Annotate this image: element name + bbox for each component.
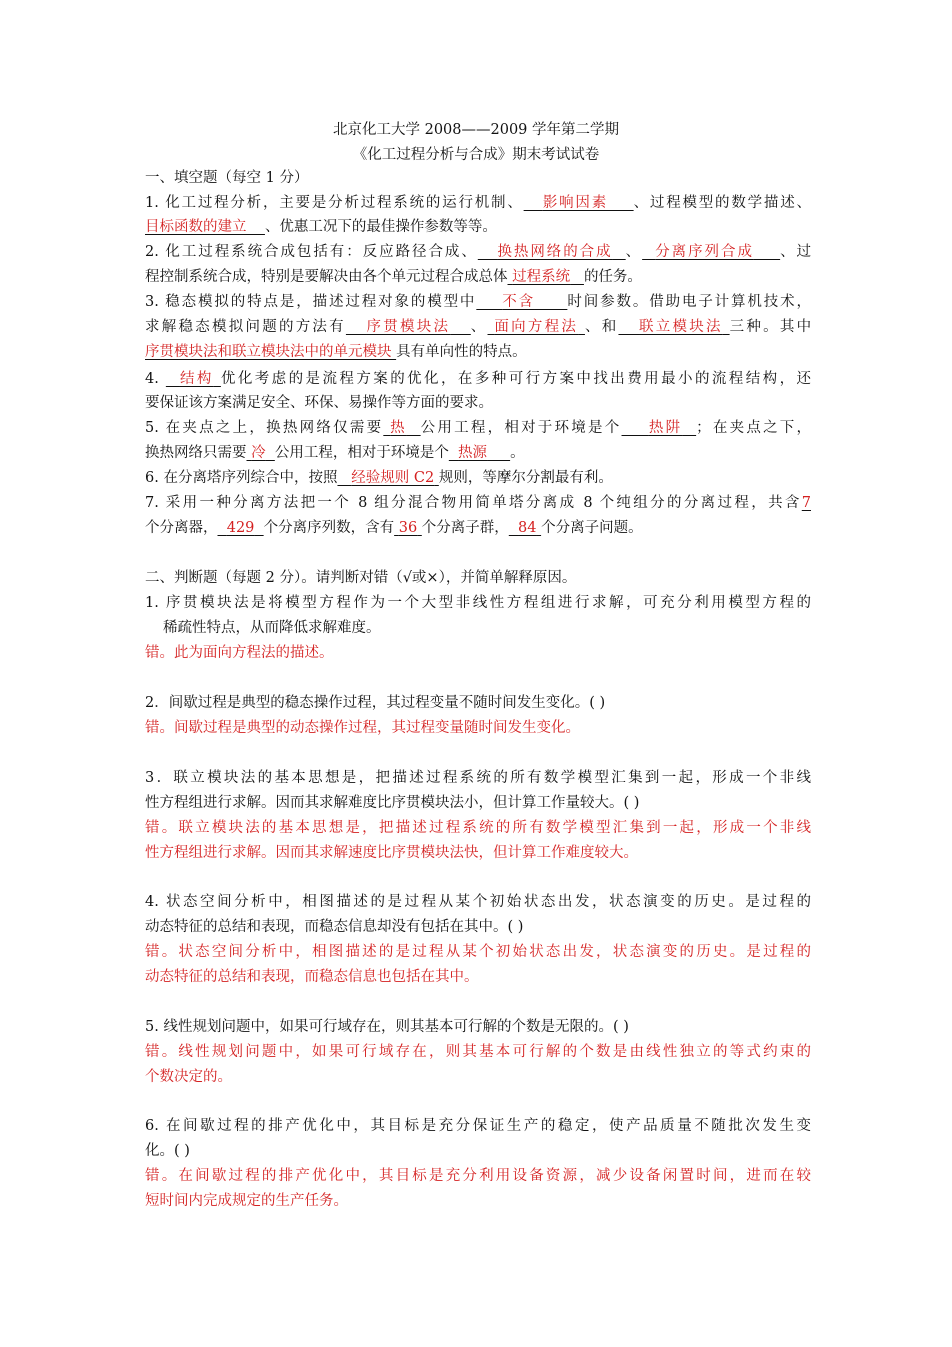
q3-line1: 3. 稳态模拟的特点是，描述过程对象的模型中 不含 时间参数。借助电子计算机技术， — [145, 294, 812, 310]
tf3-question-line2: 性方程组进行求解。因而其求解难度比序贯模块法小，但计算工作量较大。( ) — [145, 795, 640, 811]
q1-line1: 1. 化工过程分析，主要是分析过程系统的运行机制、 影响因素 、过程模型的数学描述、 — [145, 195, 812, 211]
q2-blank1: 换热网络的合成 — [497, 244, 613, 260]
q3-blank5: 序贯模块法和联立模块法中的单元模块 — [145, 344, 392, 360]
q7-line2: 个分离器， 429 个分离序列数，含有 36 个分离子群， 84 个分离子问题。 — [145, 520, 643, 536]
tf4-question-line1: 4. 状态空间分析中，相图描述的是过程从某个初始状态出发，状态演变的历史。是过程的 — [145, 894, 811, 910]
section1-heading: 一、填空题（每空 1 分） — [145, 170, 309, 186]
tf4-question-line2: 动态特征的总结和表现，而稳态信息却没有包括在其中。( ) — [145, 919, 524, 935]
q3-blank2: 序贯模块法 — [366, 319, 451, 335]
tf1-question-line1: 1. 序贯模块法是将模型方程作为一个大型非线性方程组进行求解，可充分利用模型方程的 — [145, 595, 811, 611]
q5-blank4: 热源 — [458, 445, 488, 461]
q2-blank2: 分离序列合成 — [655, 244, 754, 260]
tf5-question-line1: 5. 线性规划问题中，如果可行域存在，则其基本可行解的个数是无限的。( ) — [145, 1019, 629, 1035]
tf4-answer-line2: 动态特征的总结和表现，而稳态信息也包括在其中。 — [145, 969, 479, 985]
q5-blank3: 冷 — [251, 445, 266, 461]
tf5-answer-line2: 个数决定的。 — [145, 1069, 232, 1085]
tf6-answer-line1: 错。在间歇过程的排产优化中，其目标是充分利用设备资源，减少设备闲置时间，进而在较 — [145, 1168, 811, 1184]
exam-title-course: 《化工过程分析与合成》期末考试试卷 — [352, 147, 600, 163]
q2-line1: 2. 化工过程系统合成包括有：反应路径合成、 换热网络的合成 、 分离序列合成 、过 — [145, 244, 812, 260]
q3-blank3: 面向方程法 — [494, 319, 579, 335]
q2-blank3: 过程系统 — [512, 269, 571, 285]
tf6-question-line2: 化。( ) — [145, 1143, 190, 1159]
q4-blank1: 结构 — [179, 371, 214, 387]
q1-blank2: 目标函数的建立 — [145, 219, 247, 235]
q4-line1: 4. 结构 优化考虑的是流程方案的优化，在多种可行方案中找出费用最小的流程结构，还 — [145, 371, 812, 387]
q3-blank4: 联立模块法 — [639, 319, 723, 335]
q7-blank2: 429 — [226, 520, 255, 536]
q2-line2: 程控制系统合成，特别是要解决由各个单元过程合成总体 过程系统 的任务。 — [145, 269, 642, 285]
q5-line1: 5. 在夹点之上，换热网络仅需要 热 公用工程，相对于环境是个 热阱 ；在夹点之下， — [145, 420, 812, 436]
q3-line2: 求解稳态模拟问题的方法有 序贯模块法 、 面向方程法 、和 联立模块法 三种。其中 — [145, 319, 812, 335]
tf1-question-line2: 稀疏性特点，从而降低求解难度。 — [163, 620, 381, 636]
q3-blank1: 不含 — [502, 294, 535, 310]
tf5-answer-line1: 错。线性规划问题中，如果可行域存在，则其基本可行解的个数是由线性独立的等式约束的 — [145, 1044, 811, 1060]
q7-line1: 7. 采用一种分离方法把一个 8 组分混合物用简单塔分离成 8 个纯组分的分离过程，共含7 — [145, 495, 811, 511]
section2-heading: 二、判断题（每题 2 分）。请判断对错（√或×），并简单解释原因。 — [145, 570, 577, 586]
q5-blank1: 热 — [390, 420, 407, 436]
q1-line2: 目标函数的建立 、优惠工况下的最佳操作参数等等。 — [145, 219, 497, 235]
tf2-answer-line1: 错。间歇过程是典型的动态操作过程，其过程变量随时间发生变化。 — [145, 720, 580, 736]
tf6-answer-line2: 短时间内完成规定的生产任务。 — [145, 1193, 348, 1209]
q5-line2: 换热网络只需要 冷 公用工程，相对于环境是个 热源 。 — [145, 445, 525, 461]
tf3-answer-line2: 性方程组进行求解。因而其求解速度比序贯模块法快，但计算工作难度较大。 — [145, 845, 638, 861]
tf3-answer-line1: 错。联立模块法的基本思想是，把描述过程系统的所有数学模型汇集到一起，形成一个非线 — [145, 820, 811, 836]
q6-line1: 6. 在分离塔序列综合中，按照 经验规则 C2 规则，等摩尔分割最有利。 — [145, 470, 613, 486]
tf4-answer-line1: 错。状态空间分析中，相图描述的是过程从某个初始状态出发，状态演变的历史。是过程的 — [145, 944, 811, 960]
q7-blank4: 84 — [518, 520, 537, 536]
q3-line3: 序贯模块法和联立模块法中的单元模块 具有单向性的特点。 — [145, 344, 527, 360]
q1-blank1: 影响因素 — [542, 195, 608, 211]
tf1-answer-line1: 错。此为面向方程法的描述。 — [145, 645, 334, 661]
tf6-question-line1: 6. 在间歇过程的排产优化中，其目标是充分保证生产的稳定，使产品质量不随批次发生变 — [145, 1118, 811, 1134]
q5-blank2: 热阱 — [648, 420, 683, 436]
q6-blank1: 经验规则 C2 — [351, 470, 435, 486]
q7-blank1: 7 — [801, 495, 811, 511]
q4-line2: 要保证该方案满足安全、环保、易操作等方面的要求。 — [145, 395, 493, 411]
tf2-question-line1: 2．间歇过程是典型的稳态操作过程，其过程变量不随时间发生变化。( ) — [145, 695, 606, 711]
exam-title-school: 北京化工大学 2008——2009 学年第二学期 — [332, 122, 620, 138]
tf3-question-line1: 3．联立模块法的基本思想是，把描述过程系统的所有数学模型汇集到一起，形成一个非线 — [145, 770, 811, 786]
q7-blank3: 36 — [398, 520, 418, 536]
